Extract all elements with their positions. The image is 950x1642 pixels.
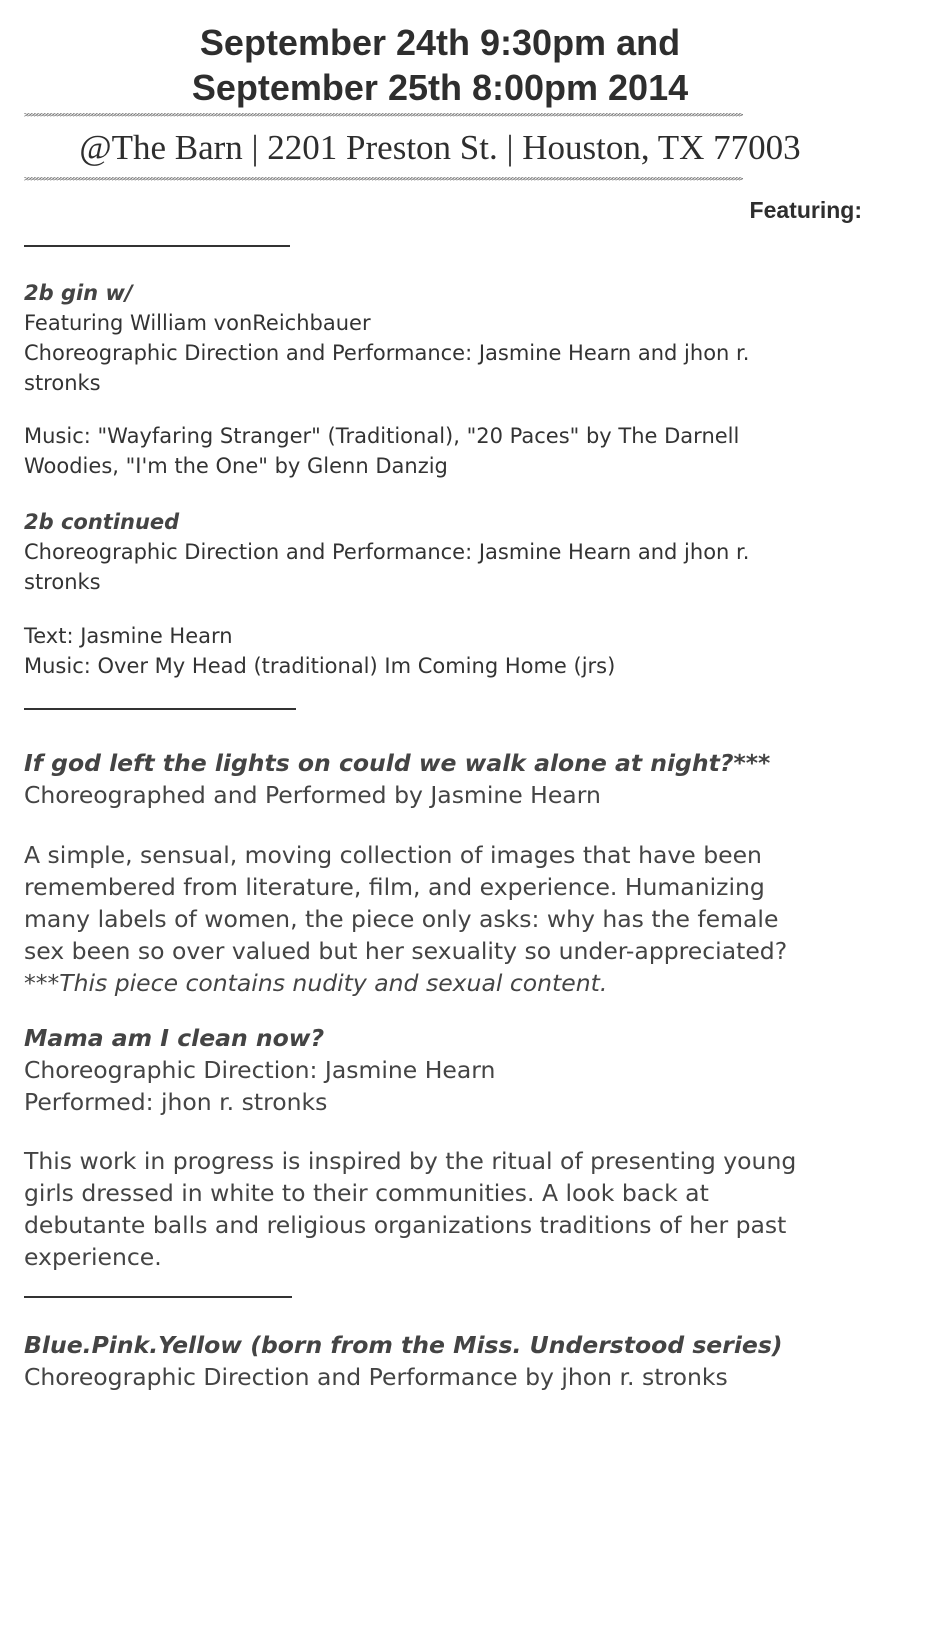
piece-music: Music: "Wayfaring Stranger" (Traditional), "20 Paces" by The Darnell	[24, 424, 740, 448]
description-line: This work in progress is inspired by the ritual of presenting young	[24, 1147, 797, 1175]
piece-2b-continued	[24, 507, 864, 597]
date-line-2: September 25th 8:00pm 2014	[191, 67, 689, 108]
section-rule	[24, 708, 296, 710]
piece-title: 2b gin w/	[24, 281, 133, 305]
piece-direction: Choreographic Direction: Jasmine Hearn	[24, 1056, 496, 1084]
piece-title: 2b continued	[24, 510, 180, 534]
section-rule	[24, 1296, 292, 1298]
piece-if-god-left-the-lights-on	[24, 747, 864, 811]
description-line: sex been so over valued but her sexuality so under-appreciated?	[24, 937, 788, 965]
piece-music: Music: Over My Head (traditional) Im Coming Home (jrs)	[24, 654, 616, 678]
chevron-divider-top: >>>>>>>>>>>>>>>>>>>>>>>>>>>>>>>>>>>>>>>>>>>>>>>>>>>>>>>>>>>>>>>>>>>>>>>>>>>>>>>>>>>>>>>>>>>>>>>>>>>>>>>>>>>>>>>>>>>>>>>>>>>>>>>>>>>>>>>>>>>>>>>>>>>>>>>>>>>>>>>>>>>>>>>>>>>>>>>>>>>>>>>>>>>>>>>>>>>>>>>>>>>>>>>>>>>>>>>>>>>>>	[24, 110, 743, 119]
date-line-1: September 24th 9:30pm and	[199, 22, 681, 63]
chevron-divider-bottom: >>>>>>>>>>>>>>>>>>>>>>>>>>>>>>>>>>>>>>>>>>>>>>>>>>>>>>>>>>>>>>>>>>>>>>>>>>>>>>>>>>>>>>>>>>>>>>>>>>>>>>>>>>>>>>>>>>>>>>>>>>>>>>>>>>>>>>>>>>>>>>>>>>>>>>>>>>>>>>>>>>>>>>>>>>>>>>>>>>>>>>>>>>>>>>>>>>>>>>>>>>>>>>>>>>>>>>>>>>>>>	[24, 174, 743, 183]
description-line: girls dressed in white to their communities. A look back at	[24, 1179, 709, 1207]
piece-title: If god left the lights on could we walk alone at night?***	[24, 749, 771, 777]
description-line: experience.	[24, 1243, 162, 1271]
piece-2b-continued-details	[24, 621, 864, 681]
event-dates	[0, 20, 880, 110]
piece-title: Blue.Pink.Yellow (born from the Miss. Understood series)	[24, 1331, 783, 1359]
piece-description	[24, 839, 864, 999]
description-line: debutante balls and religious organizations traditions of her past	[24, 1211, 787, 1239]
piece-credits: stronks	[24, 570, 101, 594]
piece-2b-gin-music	[24, 421, 864, 481]
piece-2b-gin	[24, 278, 864, 398]
description-line: many labels of women, the piece only asks: why has the female	[24, 905, 779, 933]
content-warning: ***This piece contains nudity and sexual content.	[24, 969, 608, 997]
piece-credits: Choreographic Direction and Performance by jhon r. stronks	[24, 1363, 728, 1391]
piece-description	[24, 1145, 864, 1273]
piece-credits: Choreographed and Performed by Jasmine Hearn	[24, 781, 601, 809]
piece-mama-am-i-clean-now	[24, 1022, 864, 1118]
piece-title: Mama am I clean now?	[24, 1024, 325, 1052]
piece-credits: Choreographic Direction and Performance: Jasmine Hearn and jhon r.	[24, 341, 750, 365]
piece-featuring: Featuring William vonReichbauer	[24, 311, 371, 335]
section-rule	[24, 245, 290, 247]
piece-credits: stronks	[24, 371, 101, 395]
description-line: A simple, sensual, moving collection of images that have been	[24, 841, 762, 869]
description-line: remembered from literature, film, and experience. Humanizing	[24, 873, 765, 901]
venue-address: @The Barn | 2201 Preston St. | Houston, TX 77003	[79, 128, 801, 167]
featuring-heading: Featuring:	[749, 197, 862, 223]
piece-credits: Choreographic Direction and Performance: Jasmine Hearn and jhon r.	[24, 540, 750, 564]
piece-music: Woodies, "I'm the One" by Glenn Danzig	[24, 454, 448, 478]
piece-text-credit: Text: Jasmine Hearn	[24, 624, 233, 648]
piece-performer: Performed: jhon r. stronks	[24, 1088, 328, 1116]
piece-blue-pink-yellow	[24, 1329, 864, 1393]
